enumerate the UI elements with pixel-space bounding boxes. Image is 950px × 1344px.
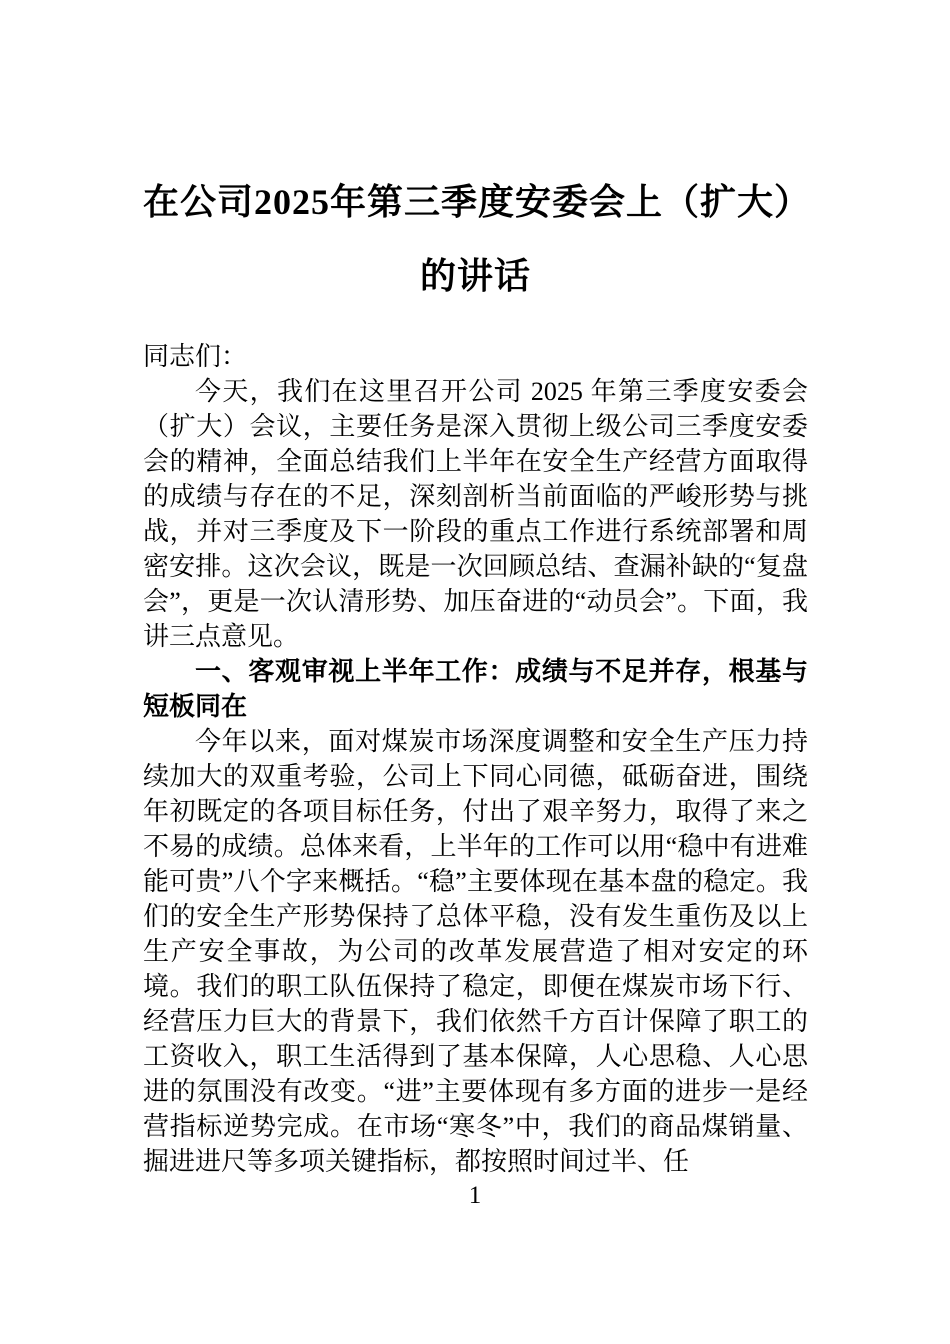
document-title: [143, 165, 812, 313]
title-line-1: 在公司2025年第三季度安委会上（扩大）: [143, 182, 812, 222]
document-body: [143, 339, 808, 1179]
section-heading-1: 一、客观审视上半年工作：成绩与不足并存，根基与短板同在: [143, 657, 808, 721]
paragraph-intro: 今天，我们在这里召开公司 2025 年第三季度安委会（扩大）会议，主要任务是深入贯彻上级公司三季度安委会的精神，全面总结我们上半年在安全生产经营方面取得的成绩与存在的不足，深刻剖析当前面临的严峻形势与挑战，并对三季度及下一阶段的重点工作进行系统部署和周密安排。这次会议，既是一次回顾总结、查漏补缺的“复盘会”，更是一次认清形势、加压奋进的“动员会”。下面，我讲三点意见。: [143, 377, 808, 651]
title-line-2: 的讲话: [419, 256, 531, 296]
page-number: 1: [468, 1182, 482, 1209]
paragraph-salutation: 同志们：: [143, 342, 248, 371]
paragraph-section-body: 今年以来，面对煤炭市场深度调整和安全生产压力持续加大的双重考验，公司上下同心同德，砥砺奋进，围绕年初既定的各项目标任务，付出了艰辛努力，取得了来之不易的成绩。总体来看，上半年的工作可以用“稳中有进难能可贵”八个字来概括。“稳”主要体现在基本盘的稳定。我们的安全生产形势保持了总体平稳，没有发生重伤及以上生产安全事故，为公司的改革发展营造了相对安定的环境。我们的职工队伍保持了稳定，即便在煤炭市场下行、经营压力巨大的背景下，我们依然千方百计保障了职工的工资收入，职工生活得到了基本保障，人心思稳、人心思进的氛围没有改变。“进”主要体现有多方面的进步一是经营指标逆势完成。在市场“寒冬”中，我们的商品煤销量、掘进进尺等多项关键指标，都按照时间过半、任: [143, 727, 808, 1176]
